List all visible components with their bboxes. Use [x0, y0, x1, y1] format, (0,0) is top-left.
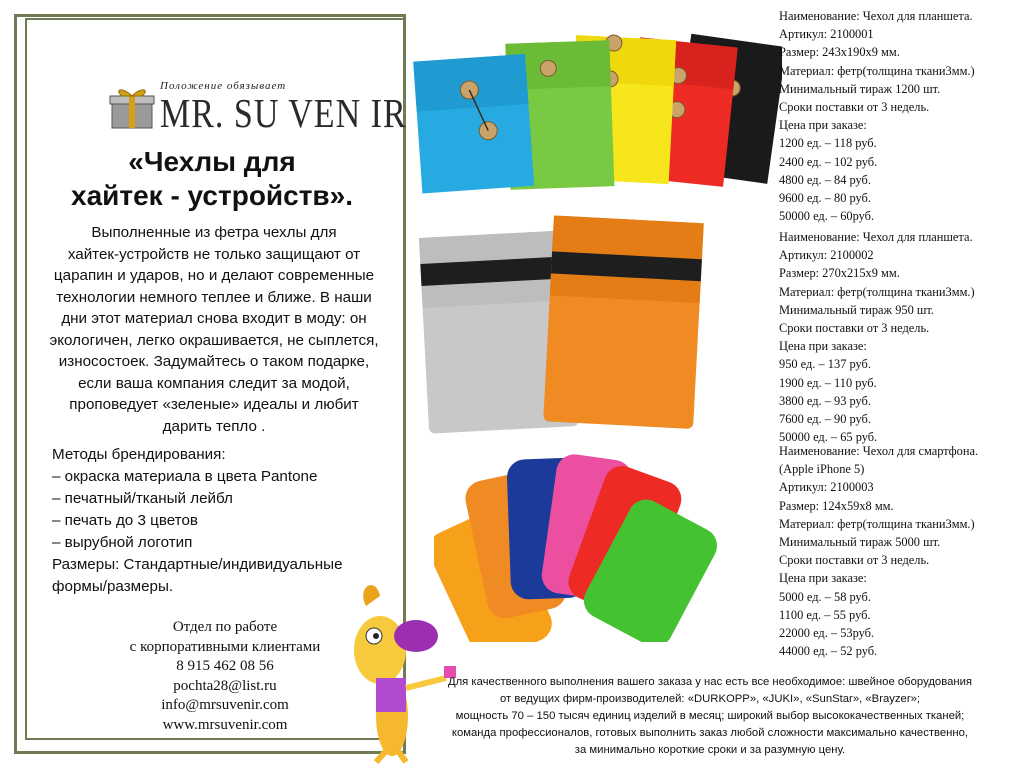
spec-line: 50000 ед. – 65 руб. — [779, 430, 878, 445]
intro-line: Выполненные из фетра чехлы для — [91, 224, 337, 241]
spec-line: 1100 ед. – 55 руб. — [779, 607, 871, 622]
company-logo — [108, 80, 407, 137]
spec-line: 950 ед. – 137 руб. — [779, 357, 871, 372]
gift-box-icon — [108, 86, 156, 130]
spec-line: 2400 ед. – 102 руб. — [779, 154, 878, 169]
footer-line: команда профессионалов, готовых выполнить заказ любой сложности максимально качественно, — [451, 727, 969, 739]
spec-line: Наименование: Чехол для планшета. — [779, 230, 973, 244]
spec-line: Минимальный тираж 5000 шт. — [779, 535, 941, 550]
spec-line: (Apple iPhone 5) — [779, 462, 865, 477]
spec-line: Минимальный тираж 1200 шт. — [779, 81, 941, 96]
intro-line: экологичен, легко окрашивается, не сыплется, — [49, 331, 379, 349]
spec-line: 7600 ед. – 90 руб. — [779, 412, 871, 427]
intro-line: технологии немного теплее и ближе. В наши — [56, 288, 372, 306]
spec-line: 1900 ед. – 110 руб. — [779, 375, 877, 390]
intro-line: проповедует «зеленые» идеалы и любит — [69, 396, 359, 413]
footer-text — [400, 674, 1020, 759]
spec-line: Сроки поставки от 3 недель. — [779, 553, 930, 568]
contacts-phone[interactable]: 8 915 462 08 56 — [176, 658, 274, 674]
intro-line: царапин и ударов, но и делают современные — [53, 267, 375, 284]
methods-line: Методы брендирования: — [52, 446, 226, 463]
spec-line: Артикул: 2100003 — [779, 480, 874, 495]
spec-line: Сроки поставки от 3 недель. — [779, 100, 930, 115]
spec-line: Наименование: Чехол для смартфона. — [779, 444, 979, 458]
contacts-website[interactable]: www.mrsuvenir.com — [162, 716, 288, 733]
branding-methods-list — [52, 444, 392, 598]
spec-line: Минимальный тираж 950 шт. — [779, 302, 934, 317]
spec-line: Размер: 270х215х9 мм. — [779, 266, 900, 281]
title-line-1: «Чехлы для — [128, 146, 296, 177]
product-photo-tablet-sleeves-grey-orange — [418, 212, 714, 438]
spec-line: Наименование: Чехол для планшета. — [779, 9, 973, 23]
spec-line: Размер: 124х59х8 мм. — [779, 498, 894, 513]
page-title — [38, 145, 386, 213]
footer-line: от ведущих фирм-производителей: «DURKOPP», «JUKI», «SunStar», «Brayzer»; — [499, 693, 921, 705]
contacts-email-1[interactable]: pochta28@list.ru — [173, 677, 277, 694]
footer-line: Для качественного выполнения вашего заказа у нас есть все необходимое: швейное оборудования — [447, 676, 973, 688]
product-photo-tablet-sleeves-colored — [410, 28, 782, 198]
spec-line: 22000 ед. – 53руб. — [779, 626, 875, 641]
contacts-department-sub: с корпоративными клиентами — [129, 638, 321, 655]
spec-line: 50000 ед. – 60руб. — [779, 209, 875, 224]
spec-block-smartphone — [779, 442, 1023, 660]
spec-line: Материал: фетр(толщина ткани3мм.) — [779, 516, 975, 531]
spec-line: Цена при заказе: — [779, 571, 867, 586]
intro-line: хайтек-устройств не только защищают от — [67, 245, 361, 263]
methods-line: – печатный/тканый лейбл — [52, 490, 233, 507]
spec-block-tablet-2 — [779, 228, 1023, 446]
spec-line: Сроки поставки от 3 недель. — [779, 321, 930, 336]
title-line-2: хайтек - устройств». — [71, 180, 353, 211]
contacts-email-2[interactable]: info@mrsuvenir.com — [161, 697, 289, 713]
spec-line: Материал: фетр(толщина ткани3мм.) — [779, 284, 975, 299]
spec-line: 44000 ед. – 52 руб. — [779, 644, 878, 659]
methods-line: – печать до 3 цветов — [52, 512, 198, 529]
intro-line: дни этот материал снова входит в моду: он — [61, 310, 367, 327]
spec-block-tablet-1 — [779, 7, 1023, 225]
footer-line: мощность 70 – 150 тысяч единиц изделий в месяц; широкий выбор высококачественных тканей; — [455, 710, 965, 722]
methods-line: формы/размеры. — [52, 578, 174, 595]
spec-line: 4800 ед. – 84 руб. — [779, 172, 871, 187]
product-photo-phone-cases — [434, 452, 724, 642]
spec-line: 5000 ед. – 58 руб. — [779, 589, 871, 604]
contacts-block — [120, 618, 330, 735]
intro-line: дарить тепло . — [162, 417, 266, 435]
methods-line: – вырубной логотип — [52, 534, 193, 551]
spec-line: Цена при заказе: — [779, 118, 867, 133]
footer-line: за минимально короткие сроки и за разумную цену. — [574, 744, 846, 756]
spec-line: 3800 ед. – 93 руб. — [779, 393, 871, 408]
contacts-department: Отдел по работе — [172, 619, 278, 635]
spec-line: Размер: 243х190х9 мм. — [779, 45, 900, 60]
logo-tagline: Положение обязывает — [160, 80, 287, 92]
spec-line: Материал: фетр(толщина ткани3мм.) — [779, 63, 975, 78]
spec-line: 9600 ед. – 80 руб. — [779, 191, 871, 206]
spec-line: Цена при заказе: — [779, 339, 867, 354]
intro-line: износостоек. Задумайтесь о таком подарке, — [58, 353, 370, 370]
methods-line: Размеры: Стандартные/индивидуальные — [52, 556, 343, 573]
spec-line: Артикул: 2100001 — [779, 27, 874, 42]
methods-line: – окраска материала в цвета Pantone — [52, 468, 318, 485]
logo-name: MR. SU VEN IR — [160, 92, 407, 137]
spec-line: 1200 ед. – 118 руб. — [779, 136, 877, 151]
spec-line: Артикул: 2100002 — [779, 248, 874, 263]
intro-line: если ваша компания следит за модой, — [78, 374, 350, 392]
intro-paragraph — [40, 222, 388, 437]
